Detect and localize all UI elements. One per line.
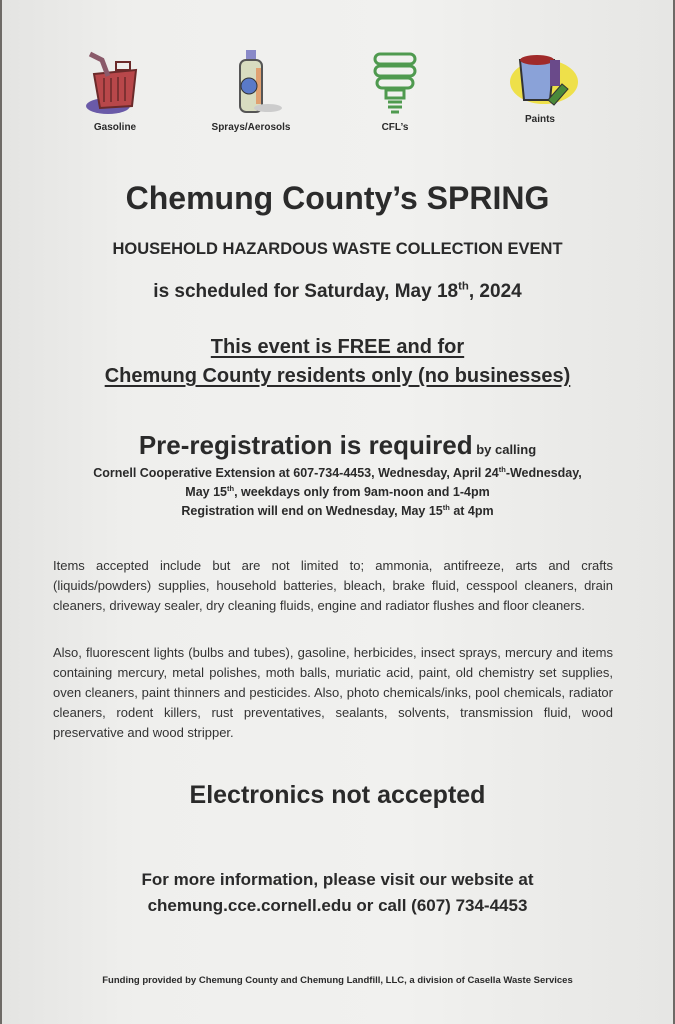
prereg-line-1	[2, 466, 673, 480]
event-subtitle: HOUSEHOLD HAZARDOUS WASTE COLLECTION EVENT	[112, 240, 563, 258]
date-year: , 2024	[468, 281, 522, 302]
sprays-item	[191, 46, 311, 133]
free-text-1: This event is FREE and for	[210, 336, 465, 358]
prereg-line-1-end: -Wednesday,	[505, 466, 582, 480]
sup: th	[226, 483, 235, 493]
paints-item	[480, 48, 600, 125]
gasoline-item	[55, 48, 175, 133]
page-title: Chemung County’s SPRING	[125, 180, 550, 216]
spray-can-icon	[216, 46, 286, 118]
more-info-line-1: For more information, please visit our website at	[141, 870, 534, 889]
prereg-line-1-text: Cornell Cooperative Extension at 607-734-4453, Wednesday, April 24	[93, 466, 499, 480]
prereg-title: Pre-registration is required	[138, 430, 473, 460]
cfl-label: CFL’s	[381, 122, 409, 133]
prereg-heading	[2, 430, 673, 461]
electronics-notice: Electronics not accepted	[189, 781, 486, 809]
prereg-line-3-end: at 4pm	[449, 504, 494, 518]
flyer-page	[2, 0, 673, 1024]
free-line-1	[2, 336, 673, 359]
gasoline-can-icon	[80, 48, 150, 118]
paint-bucket-icon	[500, 48, 580, 110]
cfl-bulb-icon	[372, 46, 418, 118]
sprays-label: Sprays/Aerosols	[211, 122, 291, 133]
paints-label: Paints	[524, 114, 555, 125]
prereg-by-calling: by calling	[472, 442, 537, 457]
items-accepted-paragraph-1: Items accepted include but are not limited to; ammonia, antifreeze, arts and crafts (liquids/powders) supplies, household batteries, bleach, brake fluid, cesspool cleaners, drain cleaners, driveway sealer, dry cleaning fluids, engine and radiator flushes and floor cleaners.	[53, 558, 613, 613]
gasoline-label: Gasoline	[93, 122, 137, 133]
prereg-line-3-text: Registration will end on Wednesday, May 15	[181, 504, 443, 518]
free-line-2	[2, 365, 673, 388]
event-date	[2, 281, 673, 303]
prereg-line-2	[2, 485, 673, 499]
date-sup: th	[458, 280, 469, 293]
date-text: is scheduled for Saturday, May 18	[153, 281, 459, 302]
funding-note: Funding provided by Chemung County and Chemung Landfill, LLC, a division of Casella Waste Services	[102, 975, 573, 986]
sup: th	[498, 464, 506, 474]
more-info-line-2: chemung.cce.cornell.edu or call (607) 734-4453	[147, 896, 528, 915]
items-accepted-paragraph-2: Also, fluorescent lights (bulbs and tubes), gasoline, herbicides, insect sprays, mercury and items containing mercury, metal polishes, moth balls, muriatic acid, paint, old chemistry set supplies, oven cleaners, paint thinners and pesticides. Also, photo chemicals/inks, pool chemicals, radiator cleaners, rodent killers, rust preventatives, sealants, solvents, transmission fluid, wood preservative and wood stripper.	[53, 645, 613, 740]
free-text-2: Chemung County residents only (no businesses)	[104, 365, 571, 387]
cfl-item	[335, 46, 455, 133]
sup: th	[442, 502, 450, 512]
prereg-line-3	[2, 504, 673, 518]
prereg-line-2-text: May 15	[185, 485, 227, 499]
prereg-line-2-end: , weekdays only from 9am-noon and 1-4pm	[234, 485, 490, 499]
